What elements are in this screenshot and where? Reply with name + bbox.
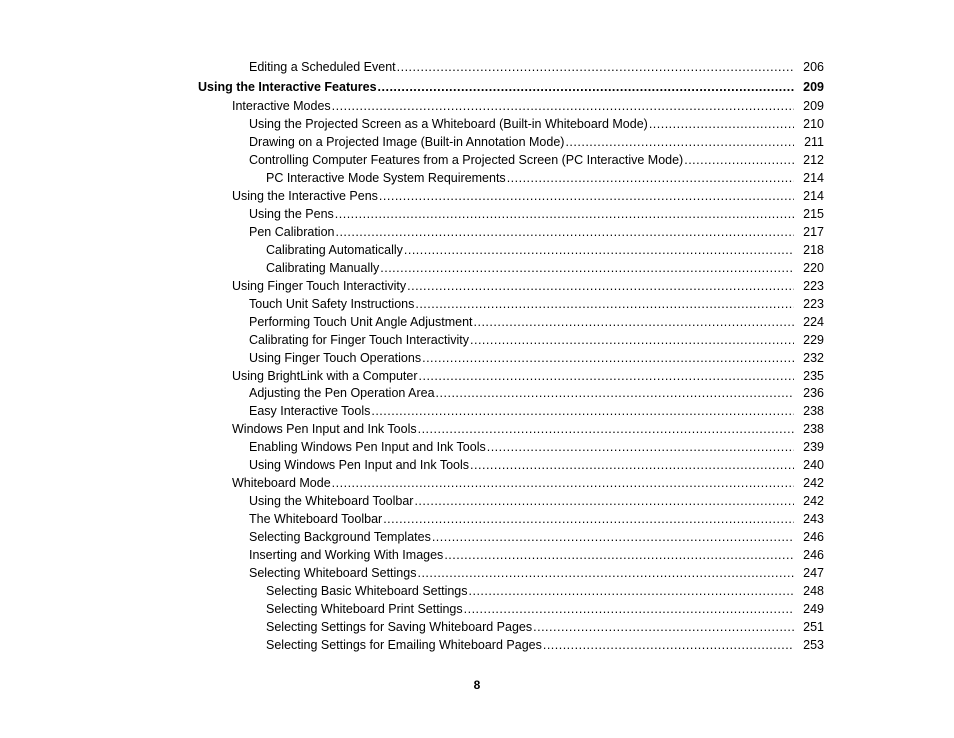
toc-entry[interactable] — [0, 242, 954, 260]
toc-entry-page: 236 — [794, 385, 824, 403]
toc-entry-title: Using the Whiteboard Toolbar — [249, 494, 414, 509]
toc-entry[interactable] — [0, 457, 954, 475]
toc-entry[interactable] — [0, 59, 954, 77]
toc-entry-title: Using BrightLink with a Computer — [232, 368, 418, 383]
toc-entry-leader — [249, 206, 824, 224]
toc-entry-page: 223 — [794, 278, 824, 296]
toc-entry[interactable] — [0, 421, 954, 439]
toc-entry[interactable] — [0, 188, 954, 206]
toc-entry-leader — [249, 224, 824, 242]
toc-entry-leader — [249, 59, 824, 77]
toc-entry-page: 248 — [794, 583, 824, 601]
toc-entry-leader — [232, 475, 824, 493]
toc-entry-leader — [198, 77, 824, 99]
toc-entry-title: Easy Interactive Tools — [249, 404, 371, 419]
toc-entry-title: Adjusting the Pen Operation Area — [249, 386, 435, 401]
toc-entry-page: 211 — [794, 134, 824, 152]
toc-entry-title: The Whiteboard Toolbar — [249, 512, 383, 526]
toc-entry-page: 209 — [794, 98, 824, 116]
toc-entry-leader — [249, 547, 824, 565]
toc-entry-page: 229 — [794, 332, 824, 350]
toc-entry-title: Whiteboard Mode — [232, 476, 331, 491]
toc-entry[interactable] — [0, 116, 954, 134]
toc-entry-leader — [249, 134, 824, 152]
toc-entry-title: Calibrating for Finger Touch Interactivity — [249, 332, 470, 347]
toc-entry-page: 224 — [794, 314, 824, 332]
toc-entry-page: 249 — [794, 601, 824, 619]
toc-entry-title: Editing a Scheduled Event — [249, 60, 396, 74]
toc-entry-title: Touch Unit Safety Instructions — [249, 296, 415, 311]
toc-entry-title: Using the Pens — [249, 207, 334, 222]
toc-entry-title: Selecting Basic Whiteboard Settings — [266, 583, 468, 598]
toc-entry-page: 209 — [794, 77, 824, 99]
toc-entry[interactable] — [0, 77, 954, 99]
toc-entry-leader — [249, 116, 824, 134]
toc-entry[interactable] — [0, 529, 954, 547]
toc-entry-page: 240 — [794, 457, 824, 475]
toc-entry-page: 218 — [794, 242, 824, 260]
toc-entry-title: Windows Pen Input and Ink Tools — [232, 422, 417, 437]
toc-entry[interactable] — [0, 385, 954, 403]
toc-entry-leader — [249, 152, 824, 170]
toc-entry-leader — [266, 583, 824, 601]
toc-entry-page: 251 — [794, 619, 824, 637]
toc-entry-page: 246 — [794, 529, 824, 547]
toc-entry-title: Selecting Background Templates — [249, 529, 431, 544]
toc-entry-leader — [266, 260, 824, 278]
toc-entry[interactable] — [0, 475, 954, 493]
toc-entry-page: 214 — [794, 188, 824, 206]
toc-entry-page: 247 — [794, 565, 824, 583]
toc-entry-title: Selecting Settings for Emailing Whiteboard Pages — [266, 637, 542, 652]
toc-entry[interactable] — [0, 637, 954, 655]
toc-entry-leader — [266, 170, 824, 188]
toc-entry-page: 253 — [794, 637, 824, 655]
toc-entry-title: Selecting Whiteboard Print Settings — [266, 601, 463, 616]
toc-entry-page: 238 — [794, 403, 824, 421]
toc-entry-leader — [232, 188, 824, 206]
toc-entry-title: Selecting Whiteboard Settings — [249, 565, 417, 580]
toc-entry[interactable] — [0, 206, 954, 224]
toc-entry-page: 212 — [794, 152, 824, 170]
table-of-contents — [0, 59, 954, 655]
toc-entry-page: 220 — [794, 260, 824, 278]
toc-entry-page: 232 — [794, 350, 824, 368]
toc-entry-title: Using Windows Pen Input and Ink Tools — [249, 458, 470, 473]
toc-entry-title: Interactive Modes — [232, 99, 331, 114]
toc-entry[interactable] — [0, 547, 954, 565]
toc-entry[interactable] — [0, 278, 954, 296]
toc-entry-leader — [249, 385, 824, 403]
toc-entry-title: PC Interactive Mode System Requirements — [266, 171, 506, 186]
toc-entry-page: 243 — [794, 511, 824, 529]
toc-entry-page: 215 — [794, 206, 824, 224]
toc-entry-leader — [249, 457, 824, 475]
toc-entry[interactable] — [0, 565, 954, 583]
toc-entry-leader — [249, 350, 824, 368]
toc-entry[interactable] — [0, 98, 954, 116]
toc-entry[interactable] — [0, 601, 954, 619]
toc-entry[interactable] — [0, 260, 954, 278]
toc-entry-page: 214 — [794, 170, 824, 188]
toc-entry-leader — [266, 637, 824, 655]
toc-entry[interactable] — [0, 134, 954, 152]
toc-entry[interactable] — [0, 619, 954, 637]
toc-entry-leader — [232, 98, 824, 116]
toc-entry-page: 210 — [794, 116, 824, 134]
toc-entry-page: 246 — [794, 547, 824, 565]
toc-entry-leader — [266, 242, 824, 260]
toc-entry[interactable] — [0, 403, 954, 421]
toc-entry[interactable] — [0, 296, 954, 314]
toc-entry[interactable] — [0, 152, 954, 170]
toc-entry-leader — [249, 296, 824, 314]
toc-entry-page: 242 — [794, 475, 824, 493]
toc-entry[interactable] — [0, 511, 954, 529]
page-number: 8 — [473, 678, 481, 692]
toc-entry-title: Calibrating Manually — [266, 260, 380, 275]
toc-entry-title: Drawing on a Projected Image (Built-in Annotation Mode) — [249, 135, 565, 150]
toc-entry-title: Controlling Computer Features from a Projected Screen (PC Interactive Mode) — [249, 153, 684, 168]
toc-entry-leader — [249, 332, 824, 350]
toc-entry-page: 242 — [794, 493, 824, 511]
toc-entry-leader — [266, 601, 824, 619]
toc-entry[interactable] — [0, 314, 954, 332]
toc-entry-leader — [249, 565, 824, 583]
toc-entry[interactable] — [0, 350, 954, 368]
toc-entry-page: 217 — [794, 224, 824, 242]
toc-entry-title: Inserting and Working With Images — [249, 547, 444, 562]
toc-entry-title: Enabling Windows Pen Input and Ink Tools — [249, 440, 486, 455]
toc-entry-leader — [266, 619, 824, 637]
toc-entry-leader — [249, 314, 824, 332]
toc-entry[interactable] — [0, 224, 954, 242]
toc-entry[interactable] — [0, 439, 954, 457]
toc-entry[interactable] — [0, 368, 954, 386]
toc-entry-page: 239 — [794, 439, 824, 457]
toc-entry-page: 223 — [794, 296, 824, 314]
toc-entry-title: Using the Interactive Features — [198, 79, 377, 94]
toc-entry-leader — [249, 493, 824, 511]
toc-entry-title: Using the Projected Screen as a Whiteboard (Built-in Whiteboard Mode) — [249, 117, 648, 132]
toc-entry-title: Using the Interactive Pens — [232, 189, 378, 204]
toc-entry-page: 235 — [794, 368, 824, 386]
toc-entry-leader — [232, 368, 824, 386]
toc-entry-title: Selecting Settings for Saving Whiteboard Pages — [266, 619, 533, 634]
toc-entry-leader — [249, 403, 824, 421]
toc-entry[interactable] — [0, 493, 954, 511]
toc-entry-title: Performing Touch Unit Angle Adjustment — [249, 314, 473, 329]
toc-entry-leader — [249, 529, 824, 547]
toc-entry-title: Calibrating Automatically — [266, 242, 403, 257]
toc-entry-leader — [249, 439, 824, 457]
toc-entry-title: Using Finger Touch Interactivity — [232, 278, 407, 293]
toc-entry-title: Pen Calibration — [249, 225, 335, 239]
toc-entry[interactable] — [0, 583, 954, 601]
toc-entry-page: 206 — [794, 59, 824, 77]
toc-entry-title: Using Finger Touch Operations — [249, 350, 422, 365]
toc-entry-leader — [249, 511, 824, 529]
toc-entry-leader — [232, 421, 824, 439]
toc-entry[interactable] — [0, 332, 954, 350]
toc-entry-leader — [232, 278, 824, 296]
toc-entry[interactable] — [0, 170, 954, 188]
toc-entry-page: 238 — [794, 421, 824, 439]
